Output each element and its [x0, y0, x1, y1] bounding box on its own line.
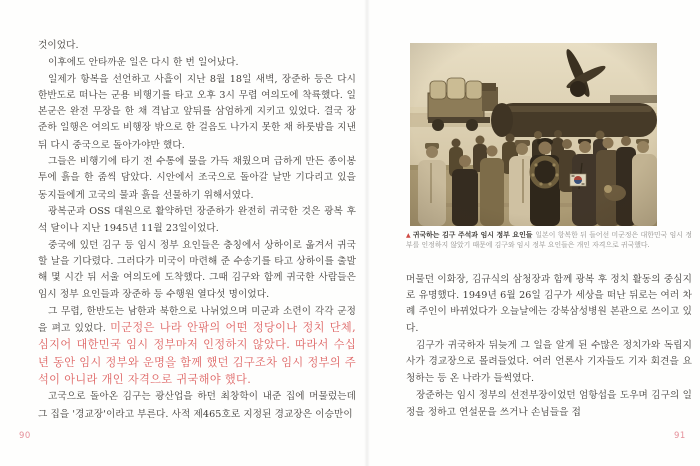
- paragraph-text: 이후에도 안타까운 일은 다시 한 번 일어났다.: [48, 57, 239, 69]
- paragraph-text: 김구가 귀국하자 뒤늦게 그 일을 알게 된 수많은 정치가와 독립지사가 경교장으로 몰려들었다. 여러 언론사 기자들도 기자 회견을 요청하는 등 온 나라가 들썩였다.: [406, 339, 692, 385]
- paragraph: [38, 389, 356, 423]
- paragraph-text: 머물던 이화장, 김규식의 삼청장과 함께 광복 후 정치 활동의 중심지로 유명했다. 1949년 6월 26일 김구가 세상을 떠난 뒤로는 여러 차례 주인이 바뀌었다가 오늘날에는 강북삼성병원 본관으로 쓰이고 있다.: [406, 273, 692, 335]
- photo-figure: [406, 43, 692, 251]
- historical-photo: [410, 43, 657, 226]
- paragraph: [38, 72, 356, 154]
- paragraph-text: 일제가 항복을 선언하고 사흘이 지난 8월 18일 새벽, 장준하 등은 다시 한반도로 떠나는 군용 비행기를 타고 오후 3시 무렵 여의도에 착륙했다. 일본군은 완전 무장을 한 채 격납고 앞뒤를 삼엄하게 지키고 있었다. 결국 장준하 일행은 여의도 비행장 밖으로 한 걸음도 나가지 못한 채 하룻밤을 지낸 뒤 다시 중국으로 돌아가야만 했다.: [38, 73, 356, 151]
- paragraph: [38, 54, 356, 71]
- paragraph: [406, 338, 692, 388]
- paragraph: [38, 37, 356, 54]
- paragraph: [406, 272, 692, 338]
- paragraph-text: 그 무렵, 한반도는 남한과 북한으로 나뉘었으며 미군과 소련이 각각 군정을 펴고 있었다.: [38, 305, 356, 335]
- paragraph-text: 중국에 있던 김구 등 임시 정부 요인들은 충칭에서 상하이로 옮겨서 귀국할 날을 기다렸다. 그러다가 미국이 마련해 준 수송기를 타고 상하이를 출발해 몇 시간 뒤 서울 여의도에 도착했다. 그때 김구와 함께 귀국한 사람들은 임시 정부 요인들과 장준하 등 수행원 열다섯 명이었다.: [38, 239, 356, 301]
- paragraph-text: 것이었다.: [38, 40, 79, 51]
- caption-marker-triangle-icon: ▲: [406, 232, 411, 239]
- paragraph: [38, 204, 356, 238]
- paragraph-text: 그들은 비행기에 타기 전 수통에 물을 가득 채웠으며 급하게 만든 종이봉투에 흙을 한 줌씩 담았다. 시안에서 조국으로 돌아갈 날만 기다리고 있을 동지들에게 고국의 물과 흙을 선물하기 위해서였다.: [38, 156, 356, 201]
- photo-caption: [406, 231, 692, 251]
- paragraph: [38, 154, 356, 204]
- page-left-text-column: [38, 37, 356, 423]
- page-number-right: 91: [674, 431, 686, 441]
- page-right-column: [406, 43, 692, 421]
- emphasis-text: 미군정은 나라 안팎의 어떤 정당이나 정치 단체, 심지어 대한민국 임시 정부마저 인정하지 않았다. 따라서 수십 년 동안 임시 정부와 운명을 함께 했던 김구조차 임시 정부의 주석이 아니라 개인 자격으로 귀국해야 했다.: [38, 321, 356, 386]
- paragraph-with-emphasis: [38, 304, 356, 389]
- paragraph-text: 장준하는 임시 정부의 선전부장이었던 엄항섭을 도우며 김구의 일정을 정하고 연설문을 쓰거나 손님들을 접: [406, 389, 692, 418]
- paragraph: [38, 238, 356, 304]
- paragraph-text: 고국으로 돌아온 김구는 광산업을 하던 최창학이 내준 집에 머물렀는데 그 집을 '경교장'이라고 부른다. 사적 제465호로 지정된 경교장은 이승만이: [38, 391, 356, 420]
- caption-title: 귀국하는 김구 주석과 임시 정부 요인들: [412, 231, 533, 239]
- paragraph-text: 광복군과 OSS 대원으로 활약하던 장준하가 완전히 귀국한 것은 광복 후 석 달이나 지난 1945년 11월 23일이었다.: [38, 205, 356, 235]
- page-right-text-column: [406, 272, 692, 422]
- paragraph: [406, 388, 692, 422]
- page-number-left: 90: [19, 431, 31, 441]
- gutter-shadow: [364, 0, 370, 466]
- caption-body: 일본이 항복한 뒤 들어선 미군정은 대한민국 임시 정부를 인정하지 않았기 때문에 김구와 임시 정부 요인들은 개인 자격으로 귀국했다.: [406, 231, 692, 249]
